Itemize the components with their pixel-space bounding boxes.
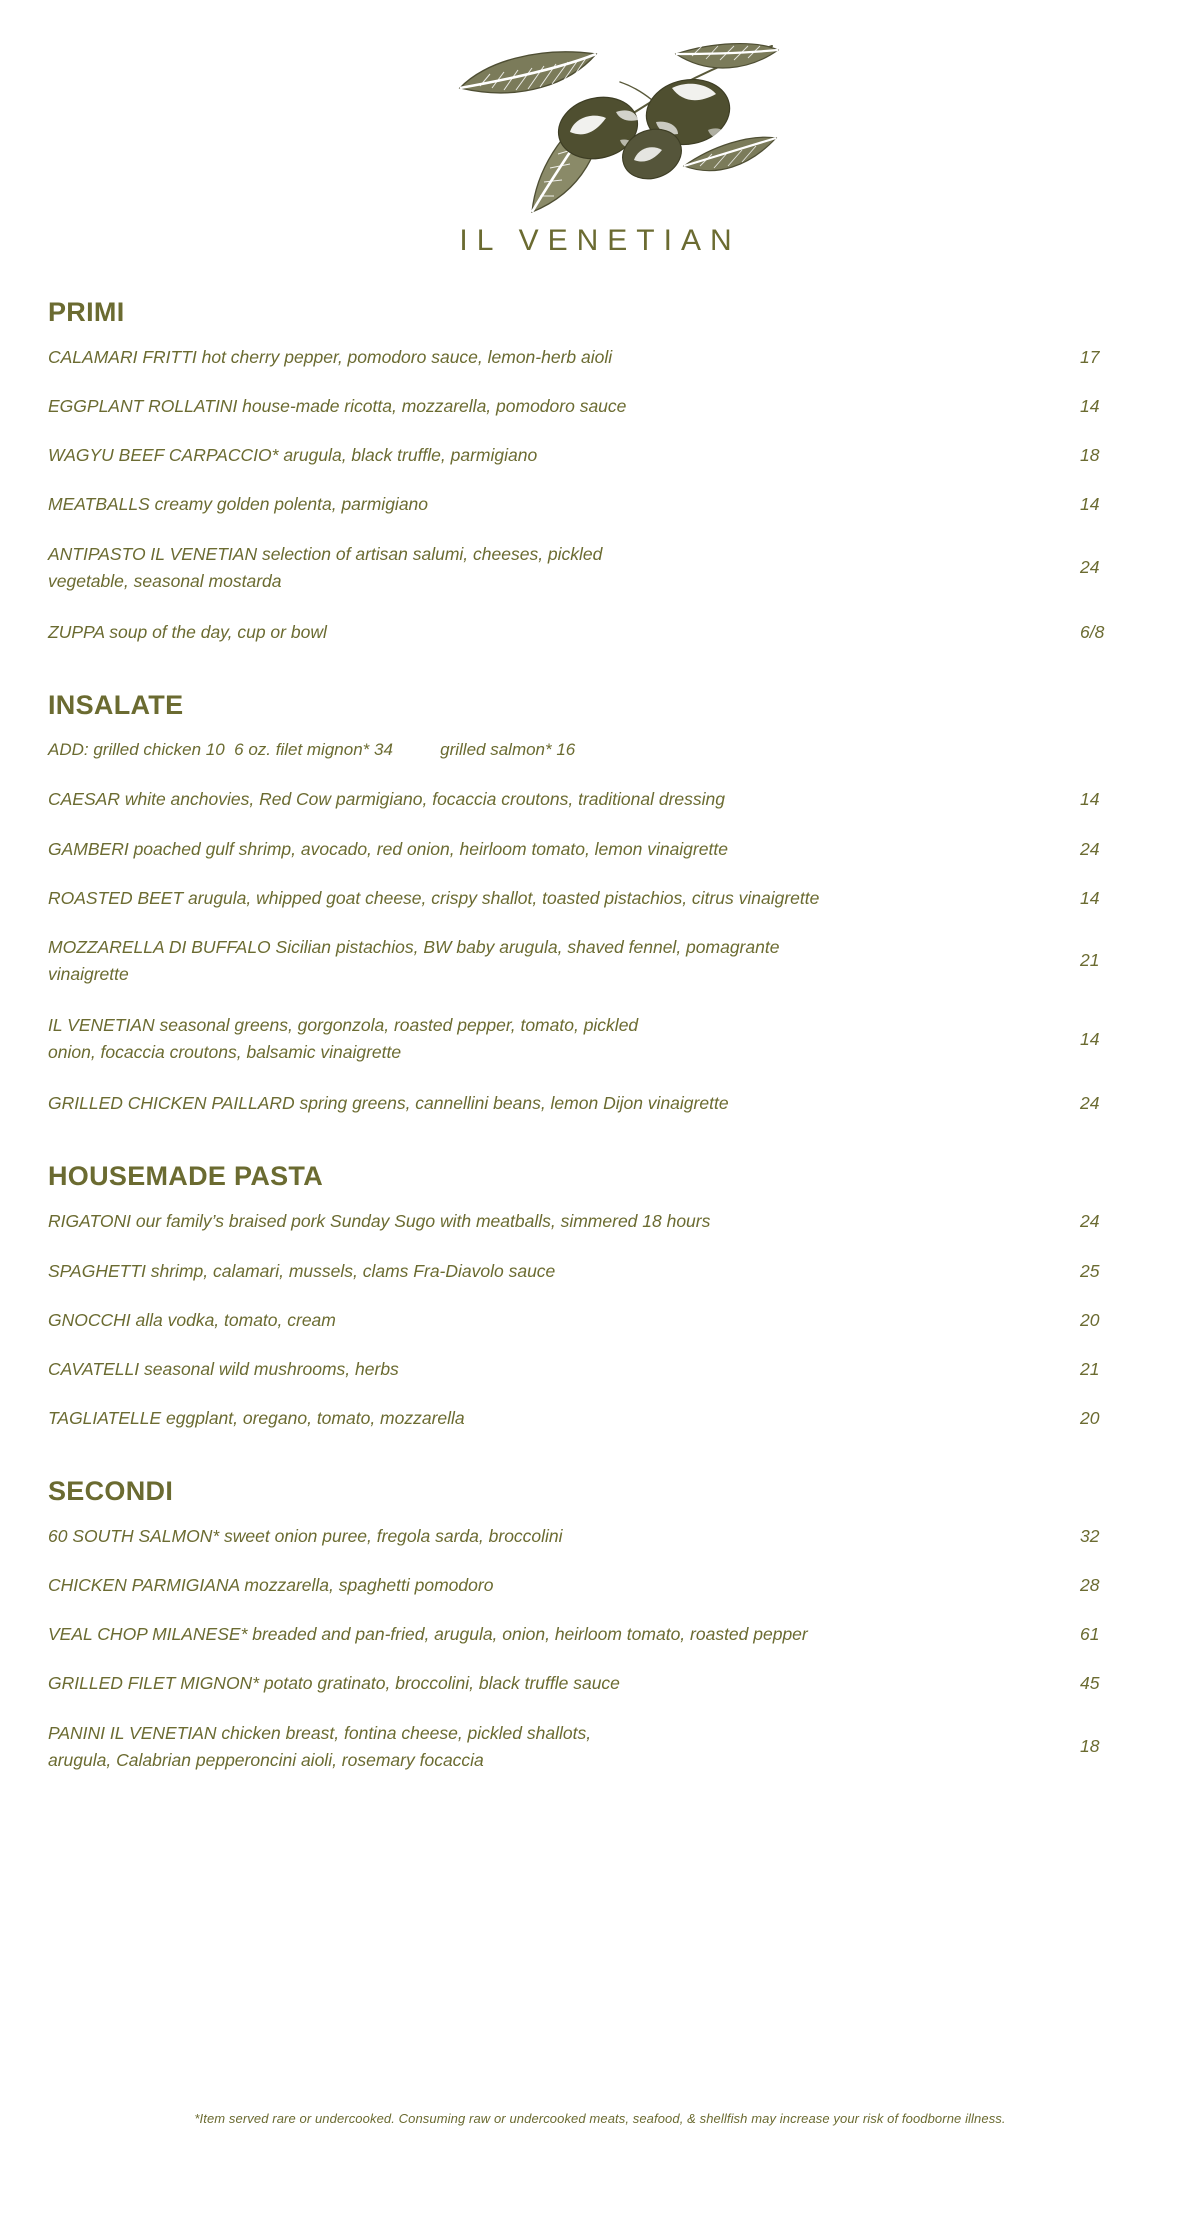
add-ons-note: ADD: grilled chicken 10 6 oz. filet mignon* 34 grilled salmon* 16 (48, 739, 576, 759)
menu-item-price: 24 (1080, 1211, 1100, 1232)
menu-item-description: MOZZARELLA DI BUFFALO Sicilian pistachios, BW baby arugula, shaved fennel, pomagrante vinaigrette (48, 936, 780, 984)
menu-item-price: 6/8 (1080, 621, 1105, 642)
menu-section-primi (48, 283, 1152, 646)
menu-item-price: 28 (1080, 1575, 1100, 1596)
menu-item[interactable] (48, 1356, 1152, 1383)
menu-item-description: SPAGHETTI shrimp, calamari, mussels, clams Fra-Diavolo sauce (48, 1260, 556, 1281)
menu-item[interactable] (48, 786, 1152, 813)
menu-item-price: 25 (1080, 1260, 1100, 1281)
menu-item-description: CALAMARI FRITTI hot cherry pepper, pomodoro sauce, lemon-herb aioli (48, 347, 613, 367)
menu-item[interactable] (48, 1208, 1152, 1235)
menu-item[interactable] (48, 836, 1152, 863)
section-title: INSALATE (48, 689, 184, 720)
menu-item-price: 24 (1080, 838, 1100, 859)
menu-item[interactable] (48, 619, 1152, 646)
menu-item[interactable] (48, 1307, 1152, 1334)
menu-item-description: VEAL CHOP MILANESE* breaded and pan-fried, arugula, onion, heirloom tomato, roasted pepper (48, 1624, 808, 1645)
footer-disclaimer: *Item served rare or undercooked. Consuming raw or undercooked meats, seafood, & shellfish may increase your risk of foodborne illness. (194, 2111, 1006, 2126)
menu-item[interactable] (48, 393, 1152, 420)
menu-item[interactable] (48, 1523, 1152, 1550)
section-title: PRIMI (48, 297, 125, 327)
menu-item-description: 60 SOUTH SALMON* sweet onion puree, fregola sarda, broccolini (48, 1526, 563, 1546)
menu-item[interactable] (48, 1720, 1152, 1774)
menu-item-price: 14 (1080, 789, 1100, 810)
menu-item-price: 20 (1080, 1407, 1100, 1428)
menu-item-description: GRILLED CHICKEN PAILLARD spring greens, cannellini beans, lemon Dijon vinaigrette (48, 1093, 729, 1114)
menu-item[interactable] (48, 1258, 1152, 1285)
menu-item-description: CAESAR white anchovies, Red Cow parmigiano, focaccia croutons, traditional dressing (48, 789, 725, 810)
menu-sections (0, 283, 1200, 1774)
menu-item-description: GAMBERI poached gulf shrimp, avocado, red onion, heirloom tomato, lemon vinaigrette (48, 838, 728, 859)
menu-item[interactable] (48, 491, 1152, 518)
menu-item-price: 18 (1080, 1736, 1100, 1757)
menu-item[interactable] (48, 1572, 1152, 1599)
menu-item-price: 21 (1080, 950, 1100, 971)
brand-name: IL VENETIAN (459, 224, 741, 257)
menu-item-price: 32 (1080, 1526, 1100, 1547)
menu-item[interactable] (48, 541, 1152, 595)
menu-item-description: EGGPLANT ROLLATINI house-made ricotta, mozzarella, pomodoro sauce (48, 396, 627, 417)
menu-item-description: MEATBALLS creamy golden polenta, parmigiano (48, 494, 429, 515)
menu-item-price: 18 (1080, 445, 1100, 466)
menu-item-description: TAGLIATELLE eggplant, oregano, tomato, mozzarella (48, 1407, 465, 1428)
menu-item-price: 14 (1080, 396, 1100, 417)
menu-item-price: 14 (1080, 887, 1100, 908)
menu-item-description: CAVATELLI seasonal wild mushrooms, herbs (48, 1358, 399, 1379)
menu-item-description: ZUPPA soup of the day, cup or bowl (48, 621, 327, 642)
menu-section-housemade-pasta (48, 1139, 1152, 1432)
menu-item-description: GRILLED FILET MIGNON* potato gratinato, broccolini, black truffle sauce (48, 1673, 620, 1694)
menu-item[interactable] (48, 1621, 1152, 1648)
menu-item[interactable] (48, 1090, 1152, 1117)
menu-section-insalate (48, 668, 1152, 1118)
menu-item-description: ANTIPASTO IL VENETIAN selection of artisan salumi, cheeses, pickled vegetable, seasonal mostarda (48, 543, 603, 591)
menu-item-price: 20 (1080, 1309, 1100, 1330)
menu-item-description: IL VENETIAN seasonal greens, gorgonzola, roasted pepper, tomato, pickled onion, focaccia croutons, balsamic vinaigrette (48, 1015, 639, 1063)
menu-item-description: CHICKEN PARMIGIANA mozzarella, spaghetti pomodoro (48, 1575, 494, 1596)
menu-item[interactable] (48, 1012, 1152, 1066)
menu-item-price: 45 (1080, 1673, 1100, 1694)
masthead (0, 0, 1200, 257)
menu-item[interactable] (48, 1405, 1152, 1432)
section-title: SECONDI (48, 1476, 174, 1506)
menu-item-price: 61 (1080, 1624, 1100, 1645)
menu-item[interactable] (48, 885, 1152, 912)
menu-item-description: WAGYU BEEF CARPACCIO* arugula, black truffle, parmigiano (48, 445, 538, 466)
section-title: HOUSEMADE PASTA (48, 1161, 324, 1192)
menu-item-description: ROASTED BEET arugula, whipped goat cheese, crispy shallot, toasted pistachios, citrus vinaigrette (48, 887, 820, 908)
menu-item[interactable] (48, 442, 1152, 469)
menu-item-description: PANINI IL VENETIAN chicken breast, fontina cheese, pickled shallots, arugula, Calabrian pepperoncini aioli, rosemary focaccia (48, 1722, 592, 1770)
menu-item-description: GNOCCHI alla vodka, tomato, cream (48, 1309, 336, 1330)
menu-item-price: 21 (1080, 1358, 1100, 1379)
menu-item[interactable] (48, 934, 1152, 988)
menu-section-secondi (48, 1454, 1152, 1774)
menu-item-price: 24 (1080, 557, 1100, 578)
menu-item-description: RIGATONI our family’s braised pork Sunday Sugo with meatballs, simmered 18 hours (48, 1211, 711, 1232)
menu-item-price: 17 (1080, 347, 1100, 368)
menu-item[interactable] (48, 344, 1152, 371)
menu-item-price: 14 (1080, 494, 1100, 515)
menu-item-price: 24 (1080, 1093, 1100, 1114)
olive-branch-icon (420, 26, 780, 216)
menu-item[interactable] (48, 1670, 1152, 1697)
menu-item-price: 14 (1080, 1028, 1100, 1049)
